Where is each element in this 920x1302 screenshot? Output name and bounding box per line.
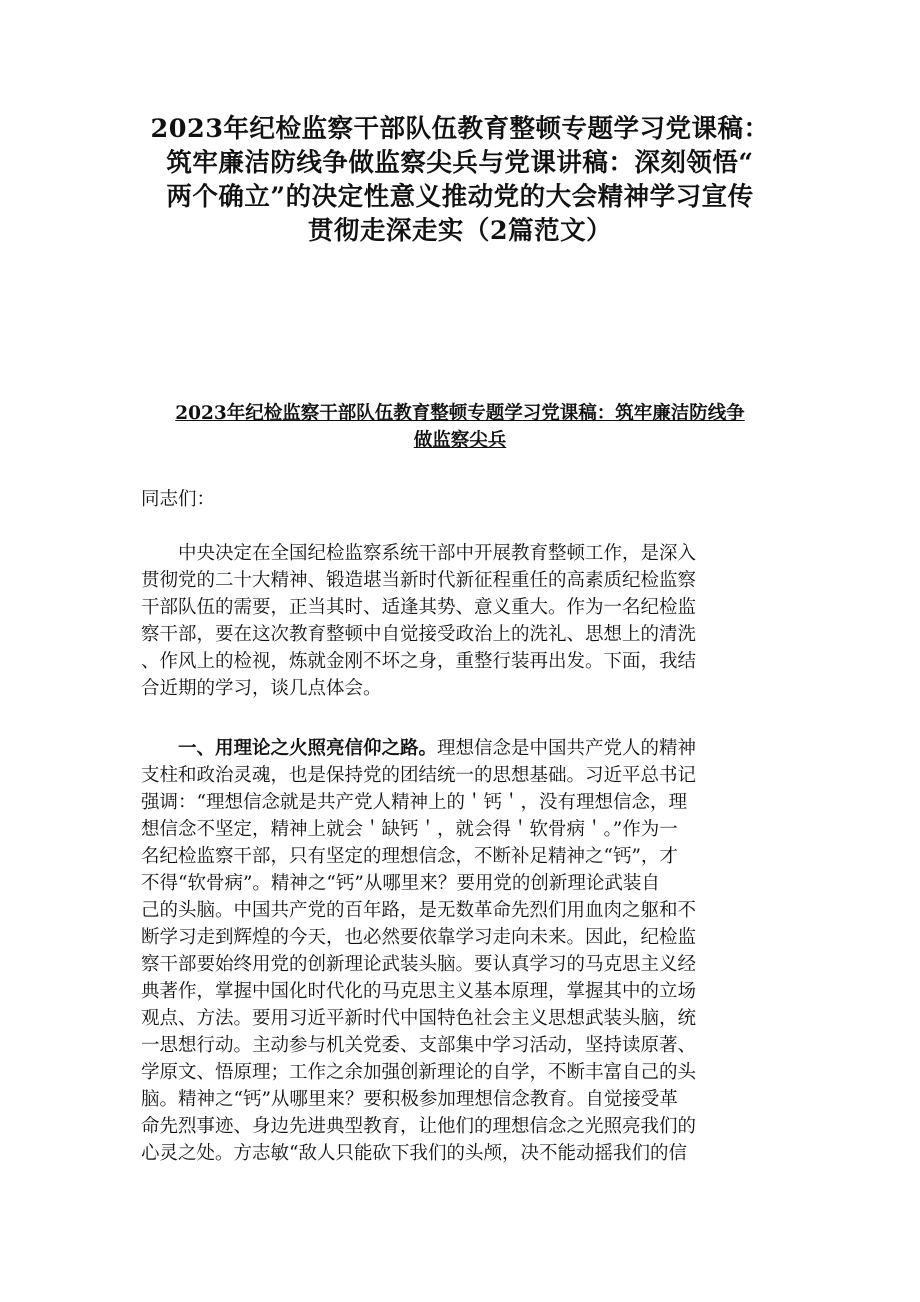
- paragraph-line: 典著作，掌握中国化时代化的马克思主义基本原理，掌握其中的立场: [141, 981, 697, 1002]
- paragraph-line: 想信念不坚定，精神上就会＇缺钙＇，就会得＇软骨病＇。”作为一: [141, 819, 678, 840]
- paragraph-line: 干部队伍的需要，正当其时、适逢其势、意义重大。作为一名纪检监: [141, 597, 697, 618]
- section-title: [130, 400, 790, 454]
- section-title-line: 2023年纪检监察干部队伍教育整顿专题学习党课稿：筑牢廉洁防线争: [175, 403, 745, 424]
- paragraph-line: 脑。精神之“钙”从哪里来？要积极参加理想信念教育。自觉接受革: [141, 1089, 678, 1110]
- paragraph-line: 强调：“理想信念就是共产党人精神上的＇钙＇，没有理想信念，理: [141, 792, 687, 813]
- greeting: 同志们：: [141, 489, 216, 510]
- paragraph-line: 名纪检监察干部，只有坚定的理想信念，不断补足精神之“钙”，才: [141, 846, 678, 867]
- paragraph-line: 命先烈事迹、身边先进典型教育，让他们的理想信念之光照亮我们的: [141, 1116, 697, 1137]
- paragraph-section-one: [141, 735, 791, 1167]
- paragraph-line: 己的头脑。中国共产党的百年路，是无数革命先烈们用血肉之躯和不: [141, 900, 697, 921]
- paragraph-line: 中央决定在全国纪检监察系统干部中开展教育整顿工作，是深入: [141, 543, 697, 564]
- paragraph-line: [141, 735, 791, 762]
- document-title: [120, 112, 800, 248]
- document-title-line: 筑牢廉洁防线争做监察尖兵与党课讲稿：深刻领悟“: [166, 148, 754, 178]
- paragraph-line: 一思想行动。主动参与机关党委、支部集中学习活动，坚持读原著、: [141, 1035, 697, 1056]
- paragraph-line: 察干部，要在这次教育整顿中自觉接受政治上的洗礼、思想上的清洗: [141, 624, 697, 645]
- paragraph-line: 心灵之处。方志敏“敌人只能砍下我们的头颅，决不能动摇我们的信: [141, 1143, 687, 1164]
- paragraph-line: 贯彻党的二十大精神、锻造堪当新时代新征程重任的高素质纪检监察: [141, 570, 697, 591]
- paragraph-line: 支柱和政治灵魂，也是保持党的团结统一的思想基础。习近平总书记: [141, 765, 697, 786]
- paragraph-intro: [141, 540, 791, 702]
- section-heading-lead: 一、用理论之火照亮信仰之路。: [141, 738, 438, 759]
- paragraph-line: 、作风上的检视，炼就金刚不坏之身，重整行装再出发。下面，我结: [141, 651, 697, 672]
- section-title-line: 做监察尖兵: [413, 430, 507, 451]
- paragraph-line: 察干部要始终用党的创新理论武装头脑。要认真学习的马克思主义经: [141, 954, 697, 975]
- paragraph-line: 观点、方法。要用习近平新时代中国特色社会主义思想武装头脑，统: [141, 1008, 697, 1029]
- document-title-line: 两个确立”的决定性意义推动党的大会精神学习宣传: [166, 182, 754, 212]
- paragraph-text: 理想信念是中国共产党人的精神: [437, 738, 697, 759]
- paragraph-line: 学原文、悟原理；工作之余加强创新理论的自学，不断丰富自己的头: [141, 1062, 697, 1083]
- document-title-line: 2023年纪检监察干部队伍教育整顿专题学习党课稿：: [150, 114, 770, 144]
- paragraph-line: 不得“软骨病”。精神之“钙”从哪里来？要用党的创新理论武装自: [141, 873, 660, 894]
- document-title-line: 贯彻走深走实（2篇范文）: [307, 216, 613, 246]
- paragraph-line: 断学习走到辉煌的今天，也必然要依靠学习走向未来。因此，纪检监: [141, 927, 697, 948]
- paragraph-line: 合近期的学习，谈几点体会。: [141, 678, 382, 699]
